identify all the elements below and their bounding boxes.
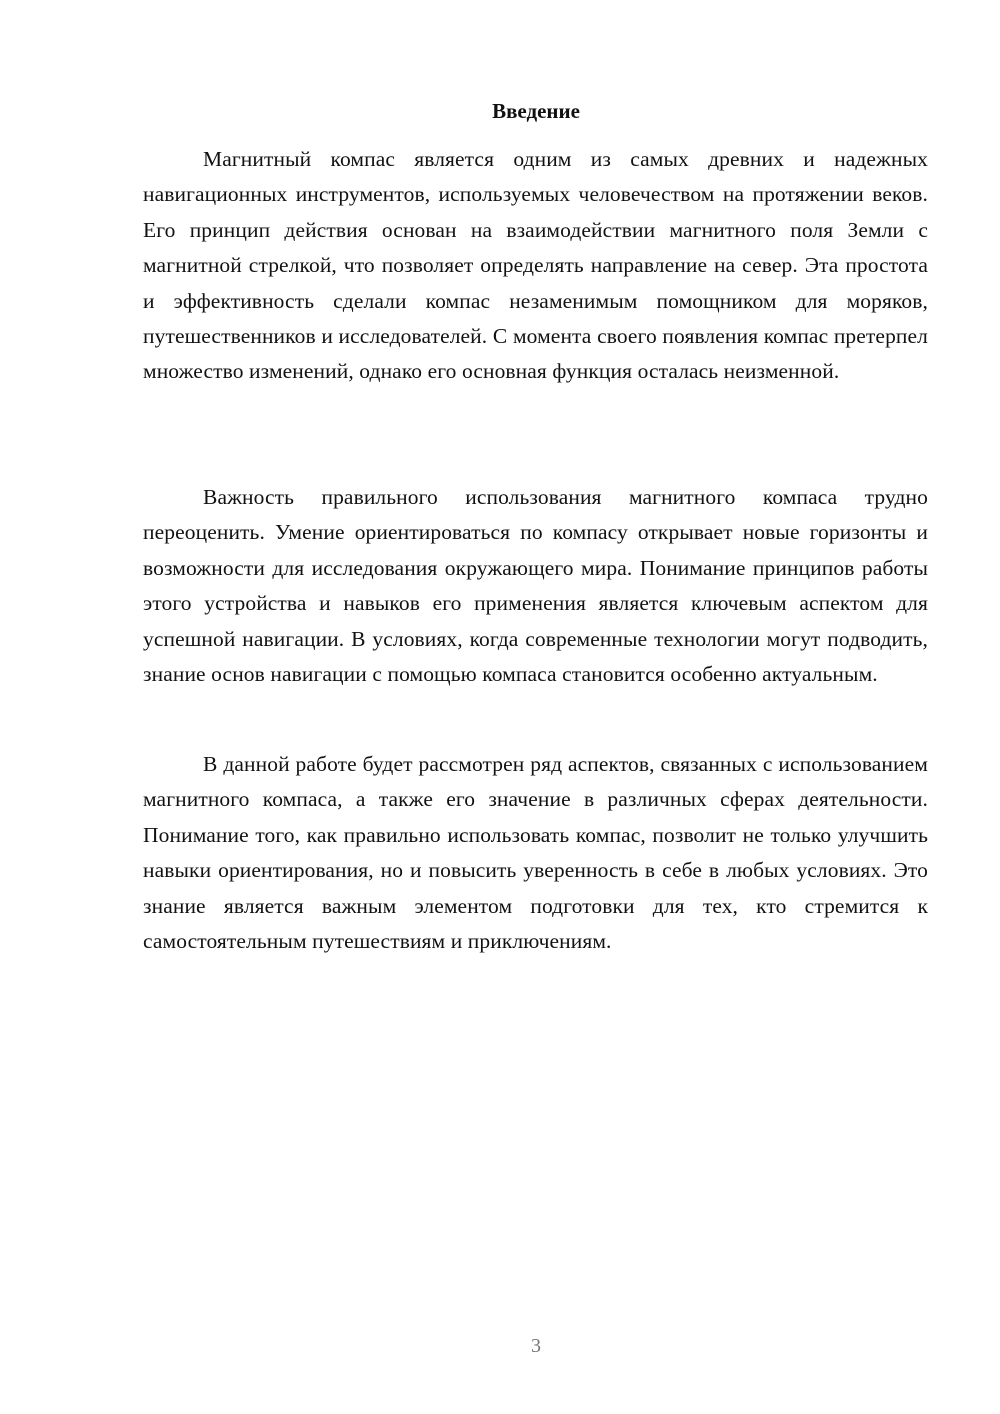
- paragraph-scope: В данной работе будет рассмотрен ряд аспектов, связанных с использованием магнитного компаса, а также его значение в различных сферах деятельности. Понимание того, как правильно использовать компас, позволит не только улучшить навыки ориентирования, но и повысить уверенность в себе в любых условиях. Это знание является важным элементом подготовки для тех, кто стремится к самостоятельным путешествиям и приключениям.: [143, 752, 928, 954]
- section-title: Введение: [492, 99, 580, 123]
- paragraph-importance: Важность правильного использования магнитного компаса трудно переоценить. Умение ориентироваться по компасу открывает новые горизонты и возможности для исследования окружающего мира. Понимание принципов работы этого устройства и навыков его применения является ключевым аспектом для успешной навигации. В условиях, когда современные технологии могут подводить, знание основ навигации с помощью компаса становится особенно актуальным.: [143, 485, 928, 687]
- page-number: 3: [531, 1335, 541, 1357]
- paragraph-intro: Магнитный компас является одним из самых древних и надежных навигационных инструментов, используемых человечеством на протяжении веков. Его принцип действия основан на взаимодействии магнитного поля Земли с магнитной стрелкой, что позволяет определять направление на север. Эта простота и эффективность сделали компас незаменимым помощником для моряков, путешественников и исследователей. С момента своего появления компас претерпел множество изменений, однако его основная функция осталась неизменной.: [143, 147, 928, 384]
